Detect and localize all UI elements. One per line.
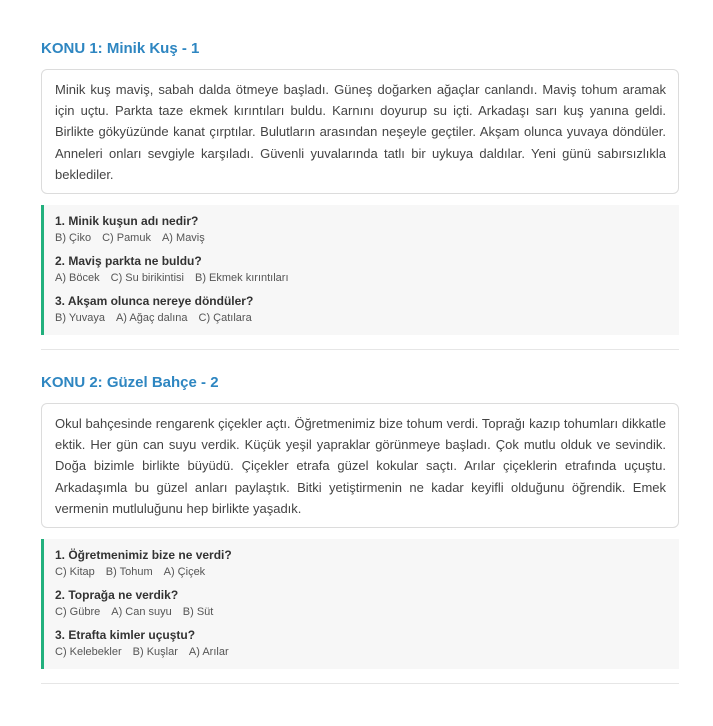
questions-block bbox=[41, 539, 679, 669]
option: B) Kuşlar bbox=[132, 646, 178, 659]
option: A) Maviş bbox=[161, 232, 205, 245]
questions-block bbox=[41, 205, 679, 335]
question-item bbox=[55, 212, 667, 247]
option: A) Can suyu bbox=[111, 606, 172, 619]
question-text: 3. Etrafta kimler uçuştu? bbox=[55, 628, 196, 643]
question-text: 2. Toprağa ne verdik? bbox=[55, 588, 179, 603]
section-title: KONU 1: Minik Kuş - 1 bbox=[41, 40, 200, 57]
question-options bbox=[55, 230, 667, 247]
option: C) Su birikintisi bbox=[110, 272, 184, 285]
story-box bbox=[41, 403, 679, 528]
option: B) Ekmek kırıntıları bbox=[195, 272, 289, 285]
section-divider bbox=[41, 349, 679, 350]
question-text: 2. Maviş parkta ne buldu? bbox=[55, 254, 202, 269]
question-item bbox=[55, 252, 667, 287]
option: A) Böcek bbox=[55, 272, 100, 285]
question-options bbox=[55, 564, 667, 581]
question-options bbox=[55, 310, 667, 327]
option: C) Kelebekler bbox=[55, 646, 122, 659]
option: B) Yuvaya bbox=[55, 312, 105, 325]
option: B) Tohum bbox=[105, 566, 153, 579]
section-2 bbox=[41, 374, 679, 684]
question-options bbox=[55, 644, 667, 661]
option: C) Kitap bbox=[55, 566, 95, 579]
story-box bbox=[41, 69, 679, 194]
question-text: 1. Öğretmenimiz bize ne verdi? bbox=[55, 548, 232, 563]
option: A) Arılar bbox=[188, 646, 229, 659]
question-item bbox=[55, 626, 667, 661]
question-text: 3. Akşam olunca nereye döndüler? bbox=[55, 294, 254, 309]
question-item bbox=[55, 586, 667, 621]
story-text: Minik kuş maviş, sabah dalda ötmeye başladı. Güneş doğarken ağaçlar canlandı. Maviş tohum aramak için uçtu. Parkta taze ekmek kırıntıları buldu. Karnını doyurup su içti. Arkadaşı sarı kuş yanına geldi. Birlikte gökyüzünde kanat çırptılar. Bulutların arasından neşeyle geçtiler. Akşam olunca yuvaya döndüler. Anneleri onları sevgiyle karşıladı. Güvenli yuvalarında tatlı bir uykuya daldılar. Yeni günü sabırsızlıkla beklediler. bbox=[55, 82, 666, 182]
section-divider bbox=[41, 683, 679, 684]
option: C) Pamuk bbox=[102, 232, 151, 245]
option: B) Süt bbox=[182, 606, 214, 619]
question-options bbox=[55, 270, 667, 287]
question-item bbox=[55, 292, 667, 327]
story-text: Okul bahçesinde rengarenk çiçekler açtı. Öğretmenimiz bize tohum verdi. Toprağı kazıp tohumları dikkatle ektik. Her gün can suyu verdik. Küçük yeşil yapraklar görünmeye başladı. Çok mutlu olduk ve sevindik. Doğa bizimle birlikte büyüdü. Çiçekler etrafa güzel kokular saçtı. Arılar çiçeklerin etrafında uçuştu. Arkadaşımla bu güzel anları paylaştık. Bitki yetiştirmenin ne kadar keyifli olduğunu öğrendik. Emek vermenin mutluluğunu hep birlikte yaşadık. bbox=[55, 416, 666, 516]
option: C) Çatılara bbox=[198, 312, 252, 325]
question-text: 1. Minik kuşun adı nedir? bbox=[55, 214, 199, 229]
option: A) Çiçek bbox=[163, 566, 206, 579]
section-title: KONU 2: Güzel Bahçe - 2 bbox=[41, 374, 219, 392]
option: A) Ağaç dalına bbox=[115, 312, 188, 325]
option: C) Gübre bbox=[55, 606, 101, 619]
section-1 bbox=[41, 40, 679, 350]
option: B) Çiko bbox=[55, 232, 92, 245]
question-item bbox=[55, 546, 667, 581]
question-options bbox=[55, 604, 667, 621]
